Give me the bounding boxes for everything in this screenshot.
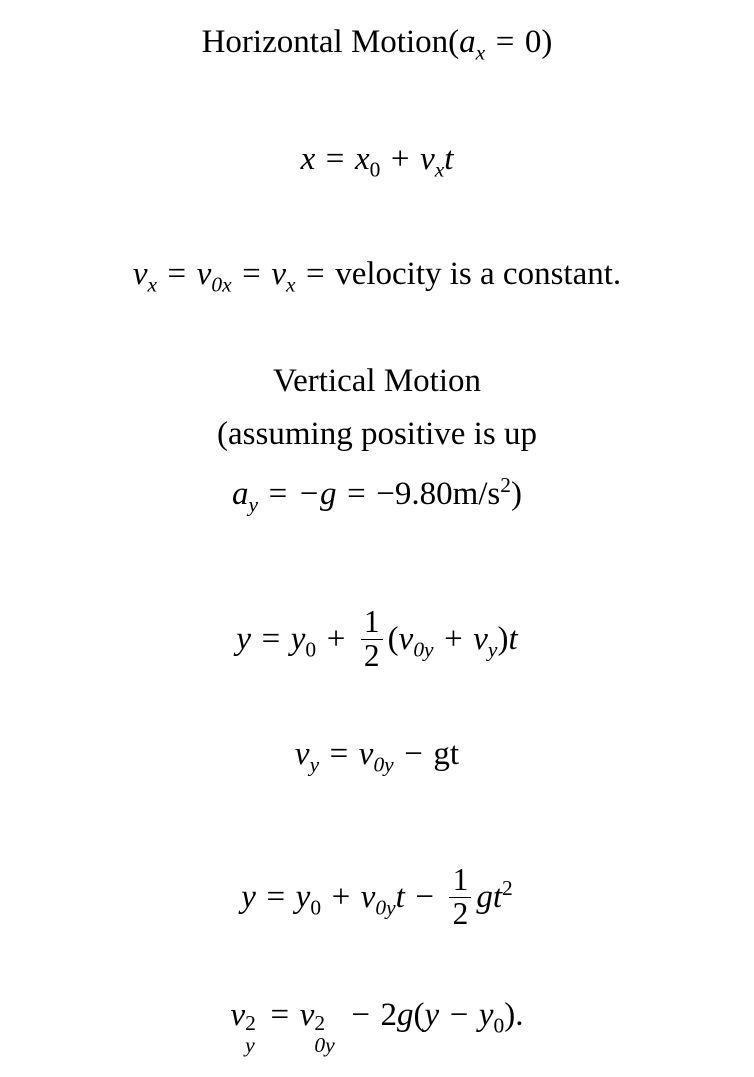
numerator: 1: [449, 864, 471, 898]
var-y0: y: [478, 997, 494, 1033]
var-t: t: [492, 878, 502, 915]
heading-text: Horizontal Motion: [201, 24, 449, 60]
paren-open: (: [387, 620, 399, 657]
paren-open: (: [448, 24, 460, 60]
sup-2: 2: [314, 1011, 326, 1036]
var-v: v: [271, 256, 286, 292]
var-t: t: [444, 141, 454, 177]
equals: =: [268, 476, 288, 512]
sub-0: 0: [310, 895, 322, 920]
var-y: y: [424, 997, 440, 1033]
sup-2: 2: [502, 876, 513, 901]
sub-0y: 0y: [314, 1032, 335, 1057]
sup-2: 2: [500, 473, 511, 498]
minus: −: [404, 736, 423, 772]
sup-2: 2: [245, 1011, 256, 1036]
var-v: v: [420, 141, 435, 177]
denominator: 2: [363, 638, 380, 674]
fraction-one-half: [449, 864, 471, 931]
var-t: t: [508, 620, 518, 657]
equals: =: [242, 256, 261, 292]
equation-position-vertical-average: [0, 604, 754, 675]
var-v: v: [294, 736, 310, 772]
sub-y: y: [309, 752, 320, 777]
paren-close: ): [511, 476, 522, 512]
var-y: y: [241, 878, 256, 915]
coefficient-2: 2: [380, 997, 397, 1033]
equals: =: [270, 997, 290, 1033]
equals: =: [329, 736, 349, 772]
equals: =: [266, 878, 286, 915]
gravity-value: −9.80m/s: [376, 476, 501, 512]
sub-0: 0: [305, 637, 317, 662]
equation-velocity-squared: [0, 997, 754, 1057]
numerator: 1: [361, 606, 383, 640]
sub-y: y: [487, 637, 498, 662]
value-zero: 0: [524, 24, 542, 60]
var-y0: y: [295, 878, 311, 915]
var-y: y: [236, 620, 252, 657]
horizontal-motion-heading: [0, 24, 754, 65]
constant-text: velocity is a constant.: [335, 256, 622, 292]
minus: −: [351, 997, 370, 1033]
equals: =: [167, 256, 187, 292]
sub-x: x: [147, 272, 157, 297]
sub-0y: 0y: [413, 637, 434, 662]
sub-x: x: [475, 40, 486, 65]
sub-x: x: [285, 272, 296, 297]
equation-position-horizontal: [0, 141, 754, 182]
sub-0y: 0y: [375, 895, 396, 920]
sub-x: x: [434, 157, 445, 182]
denominator: 2: [452, 896, 469, 932]
paren-open: (: [413, 997, 425, 1033]
var-g: g: [396, 997, 414, 1033]
var-v: v: [230, 997, 246, 1033]
var-x0: x: [354, 141, 370, 177]
var-v: v: [132, 256, 148, 292]
sub-0: 0: [369, 157, 381, 182]
sub-0x: 0x: [211, 272, 232, 297]
plus: +: [390, 141, 410, 177]
vertical-motion-heading: Vertical Motion: [272, 363, 482, 399]
sub-y: y: [248, 492, 259, 517]
sub-0: 0: [493, 1013, 505, 1038]
equals: =: [347, 476, 366, 512]
neg-g: −g: [297, 476, 337, 512]
var-v: v: [299, 997, 315, 1033]
paren-close-period: ).: [504, 997, 524, 1033]
var-g: g: [476, 878, 493, 915]
var-v: v: [398, 620, 414, 657]
plus: +: [326, 620, 346, 657]
minus: −: [449, 997, 469, 1033]
equation-velocity-horizontal: [0, 256, 754, 297]
sub-0y: 0y: [373, 752, 394, 777]
vertical-motion-assumption: (assuming positive is up: [217, 416, 537, 452]
var-v: v: [360, 878, 376, 915]
equals: =: [306, 256, 325, 292]
plus: +: [331, 878, 351, 915]
equation-position-vertical: [0, 862, 754, 933]
var-y0: y: [290, 620, 306, 657]
fraction-one-half: [361, 606, 383, 673]
equals: =: [261, 620, 281, 657]
vertical-acceleration: [0, 473, 754, 517]
var-v: v: [358, 736, 374, 772]
var-x: x: [300, 141, 316, 177]
paren-close: ): [497, 620, 509, 657]
paren-close: ): [541, 24, 553, 60]
var-v: v: [473, 620, 488, 657]
var-t: t: [395, 878, 405, 915]
equals: =: [325, 141, 345, 177]
equals: =: [495, 24, 515, 60]
plus: +: [444, 620, 463, 657]
minus: −: [415, 878, 434, 915]
equation-velocity-vertical: [0, 736, 754, 777]
sub-y: y: [245, 1032, 255, 1057]
var-a: a: [232, 476, 249, 512]
var-a: a: [459, 24, 476, 60]
var-v: v: [196, 256, 212, 292]
gt: gt: [433, 736, 460, 772]
